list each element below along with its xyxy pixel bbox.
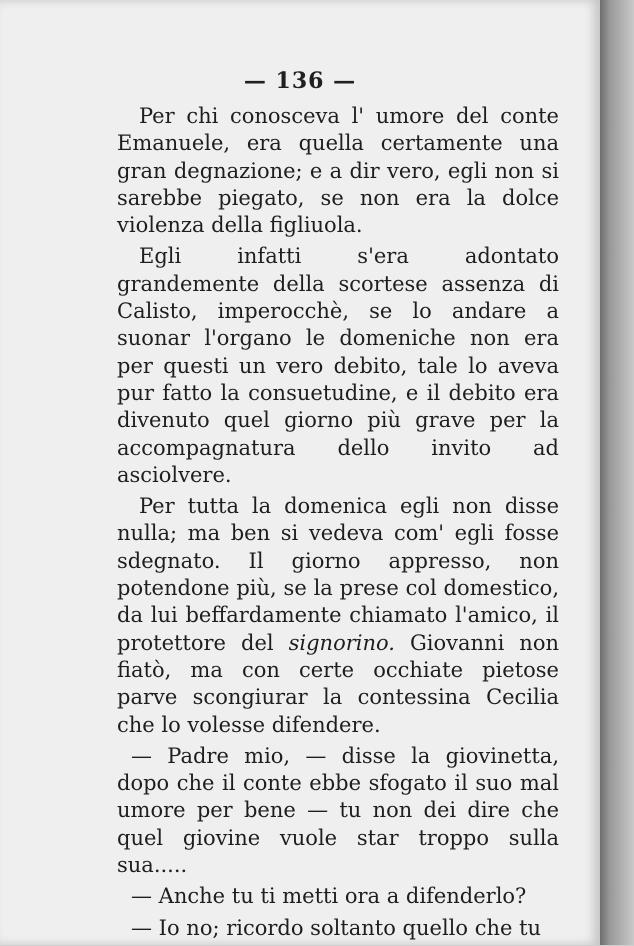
paragraph-3-text-after: Giovanni non fiatò, ma con certe occhiate pietose parve scongiurar la contessina Cecilia che lo volesse difendere. — [117, 630, 559, 737]
dialogue-line-2: — Anche tu ti metti ora a difenderlo? — [131, 884, 527, 909]
dialogue-line-1: — Padre mio, — disse la giovinetta, dopo che il conte ebbe sfogato il suo mal umore per bene — tu non dei dire che quel giovine vuole star troppo sulla sua..... — [117, 743, 559, 878]
paragraph-2: Egli infatti s'era adontato grandemente della scortese assenza di Calisto, imperocchè, se lo andare a suonar l'organo le domeniche non era per questi un vero debito, tale lo aveva pur fatto la consuetudine, e il debito era divenuto quel giorno più grave per la accompagnatura dello invito ad asciolvere. — [117, 244, 559, 487]
paragraph-1: Per chi conosceva l' umore del conte Emanuele, era quella certamente una gran degnazione; e a dir vero, egli non si sarebbe piegato, se non era la dolce violenza della figliuola. — [117, 104, 559, 238]
paragraph-3-text-before: Per tutta la domenica egli non disse nulla; ma ben si vedeva com' egli fosse sdegnato. Il giorno appresso, non potendone più, se la prese col domestico, da lui beffardamente chiamato l'amico, il protettore del — [117, 494, 559, 655]
body-text — [117, 103, 559, 946]
book-spine-edge — [600, 0, 634, 945]
page-number: — 136 — — [243, 68, 357, 94]
paragraph-3 — [117, 493, 559, 739]
italic-emphasis: signorino. — [288, 630, 395, 655]
dialogue-line-3: — Io no; ricordo soltanto quello che tu — [131, 915, 542, 940]
